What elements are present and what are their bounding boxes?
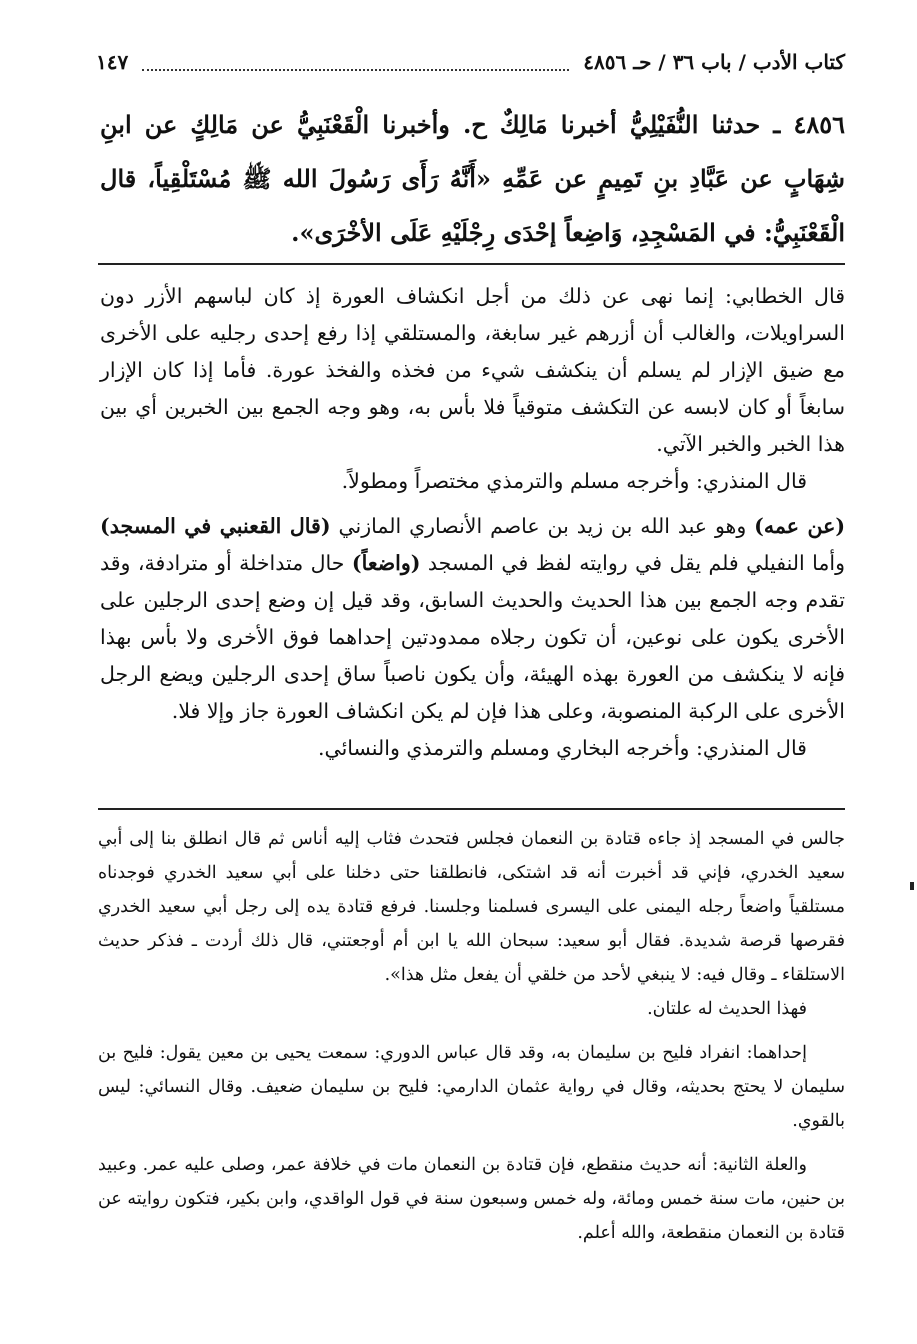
hadith-text: ٤٨٥٦ ـ حدثنا النُّفَيْلِيُّ أخبرنا مَالِكٌ ح. وأخبرنا الْقَعْنَبِيُّ عن مَالِكٍ عن ابنِ شِهَابٍ عن عَبَّادِ بنِ تَمِيمٍ عن عَمِّهِ «أَنَّهُ رَأَى رَسُولَ الله ﷺ مُسْتَلْقِياً، قال الْقَعْنَبِيُّ: في المَسْجِدِ، وَاضِعاً إحْدَى رِجْلَيْهِ عَلَى الأخْرَى».	[100, 110, 845, 247]
running-header	[96, 42, 845, 82]
sharh-heading-2: (قال القعنبي في المسجد)	[100, 514, 331, 538]
sharh-text-1: وهو عبد الله بن زيد بن عاصم الأنصاري المازني	[330, 514, 755, 538]
hadith-divider	[98, 263, 845, 265]
footnote-paragraph-3: إحداهما: انفراد فليح بن سليمان به، وقد قال عباس الدوري: سمعت يحيى بن معين يقول: فليح بن سليمان لا يحتج بحديثه، وقال في رواية عثمان الدارمي: فليح بن سليمان ضعيف. وقال النسائي: ليس بالقوي.	[98, 1043, 845, 1131]
footnote-paragraph-4: والعلة الثانية: أنه حديث منقطع، فإن قتادة بن النعمان مات في خلافة عمر، وصلى عليه عمر. وعبيد بن حنين، مات سنة خمس ومائة، وله خمس وسبعون سنة في قول الواقدي، وابن بكير، فتكون روايته عن قتادة بن النعمان منقطعة، والله أعلم.	[98, 1155, 845, 1243]
footnotes-section	[98, 822, 845, 1250]
sharh-text-3: حال متداخلة أو مترادفة، وقد تقدم وجه الجمع بين هذا الحديث والحديث السابق، وقد قيل إن وضع إحدى الرجلين على الأخرى يكون على نوعين، أن تكون رجلاه ممدودتين إحداهما فوق الأخرى ولا بأس بهذا فإنه لا ينكشف من العورة بهذه الهيئة، وأن يكون ناصباً ساق إحدى الرجلين ويضع الرجل الأخرى على الركبة المنصوبة، وعلى هذا فإن لم يكن انكشاف العورة جاز وإلا فلا.	[100, 551, 845, 723]
sharh-paragraph	[100, 508, 845, 730]
footnote-divider	[98, 808, 845, 810]
page-number: ١٤٧	[96, 50, 129, 74]
khattabi-commentary: قال الخطابي: إنما نهى عن ذلك من أجل انكشاف العورة إذ كان لباسهم الأزر دون السراويلات، والغالب أن أزرهم غير سابغة، والمستلقي إذا رفع إحدى رجليه على الأخرى مع ضيق الإزار لم يسلم أن ينكشف شيء من فخذه والفخذ عورة. فأما إذا كان الإزار سابغاً أو كان لابسه عن التكشف متوقياً فلا بأس به، وهو وجه الجمع بين الخبرين أي بين هذا الخبر والخبر الآتي.	[100, 284, 845, 456]
commentary-section	[100, 278, 845, 767]
footnote-paragraph-2: فهذا الحديث له علتان.	[647, 999, 807, 1019]
header-title: كتاب الأدب / باب ٣٦ / حـ ٤٨٥٦	[583, 50, 845, 74]
mundhiri-note-1: قال المنذري: وأخرجه مسلم والترمذي مختصراً ومطولاً.	[341, 469, 807, 493]
sharh-text-2: وأما النفيلي فلم يقل في روايته لفظ في المسجد	[420, 551, 846, 575]
scan-mark	[910, 882, 914, 890]
sharh-heading-3: (واضعاً)	[351, 551, 421, 575]
header-dot-leader	[142, 53, 569, 71]
mundhiri-note-2: قال المنذري: وأخرجه البخاري ومسلم والترمذي والنسائي.	[317, 736, 807, 760]
sharh-heading-1: (عن عمه)	[754, 514, 846, 538]
footnote-paragraph-1: جالس في المسجد إذ جاءه قتادة بن النعمان فجلس فتحدث فثاب إليه أناس ثم قال انطلق بنا إلى أبي سعيد الخدري، فإني قد أخبرت أنه قد اشتكى، فانطلقنا حتى دخلنا على أبي سعيد الخدري فوجدناه مستلقياً واضعاً رجله اليمنى على اليسرى فسلمنا وجلسنا. فرفع قتادة يده إلى رجل أبي سعيد الخدري فقرصها قرصة شديدة. فقال أبو سعيد: سبحان الله يا ابن أم أوجعتني، قال ذلك أردت ـ فذكر حديث الاستلقاء ـ وقال فيه: لا ينبغي لأحد من خلقي أن يفعل مثل هذا».	[98, 829, 845, 985]
